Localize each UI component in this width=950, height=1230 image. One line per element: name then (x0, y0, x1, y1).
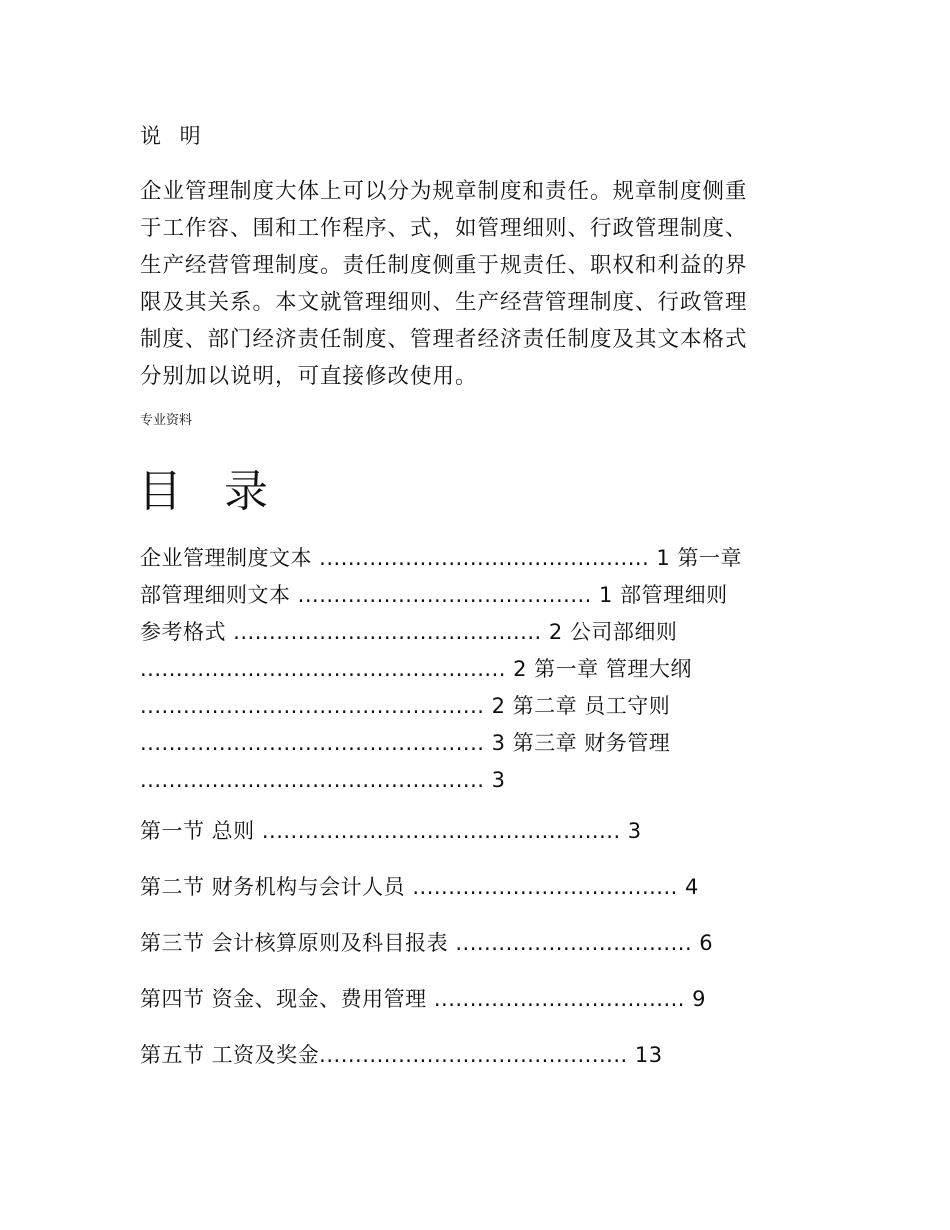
toc-entry[interactable]: 参考格式 ........................................... 2 公司部细则 (140, 620, 678, 644)
section-heading: 说 明 (140, 124, 207, 148)
toc-entry[interactable]: ................................................ 3 第三章 财务管理 (140, 731, 671, 755)
toc-entry[interactable]: 企业管理制度文本 .............................................. 1 第一章 (140, 546, 742, 570)
toc-section-entry[interactable]: 第二节 财务机构与会计人员 ..................................... 4 (140, 875, 699, 899)
intro-line: 分别加以说明，可直接修改使用。 (140, 364, 478, 389)
toc-section-entry[interactable]: 第一节 总则 .................................................. 3 (140, 819, 642, 843)
intro-paragraph (140, 173, 820, 395)
toc-title: 目 录 (138, 466, 282, 517)
toc-entry[interactable]: ................................................ 2 第二章 员工守则 (140, 694, 671, 718)
intro-line: 制度、部门经济责任制度、管理者经济责任制度及其文本格式 (140, 327, 748, 352)
toc-section-entry[interactable]: 第三节 会计核算原则及科目报表 ................................. 6 (140, 931, 714, 955)
toc-entry[interactable]: 部管理细则文本 ......................................... 1 部管理细则 (140, 583, 728, 607)
toc-section-entry[interactable]: 第四节 资金、现金、费用管理 ................................... 9 (140, 987, 707, 1011)
toc-sections (140, 817, 840, 1097)
toc-entry[interactable]: ................................................... 2 第一章 管理大纲 (140, 657, 692, 681)
intro-line: 于工作容、围和工作程序、式，如管理细则、行政管理制度、 (140, 216, 748, 241)
intro-line: 企业管理制度大体上可以分为规章制度和责任。规章制度侧重 (140, 179, 748, 204)
intro-line: 限及其关系。本文就管理细则、生产经营管理制度、行政管理 (140, 290, 748, 315)
toc-flow (140, 540, 840, 799)
footer-label: 专业资料 (140, 413, 193, 428)
toc-section-entry[interactable]: 第五节 工资及奖金........................................... 13 (140, 1043, 663, 1067)
intro-line: 生产经营管理制度。责任制度侧重于规责任、职权和利益的界 (140, 253, 748, 278)
toc-entry[interactable]: ................................................ 3 (140, 768, 506, 792)
